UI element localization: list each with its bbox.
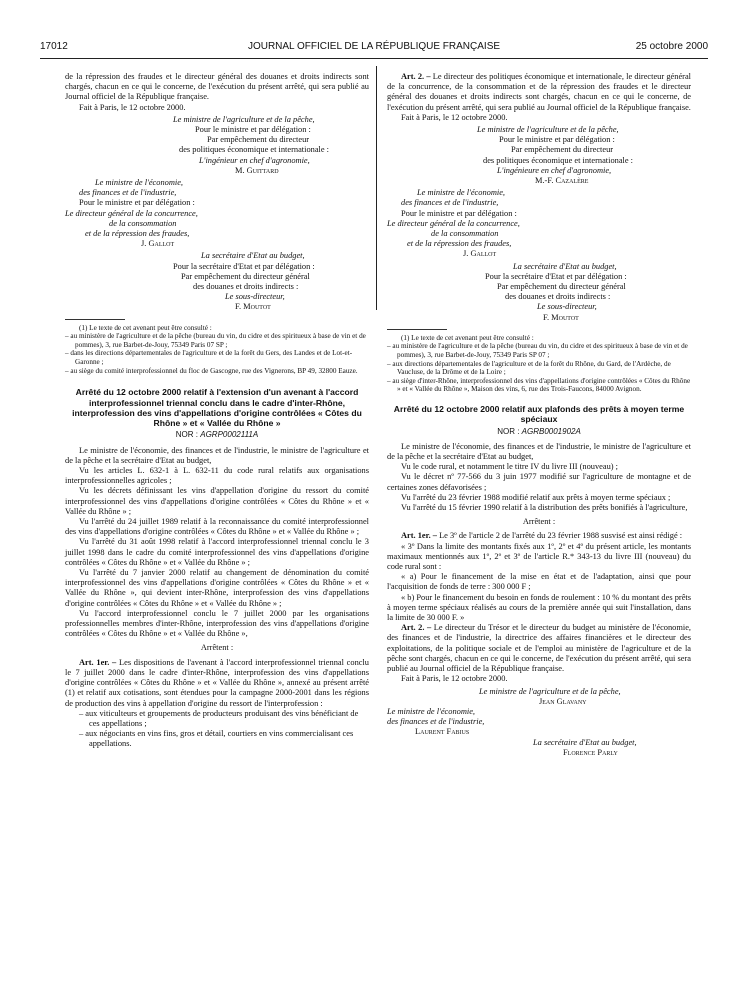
signature-block-economie <box>387 188 691 259</box>
sig-line: des douanes et droits indirects : <box>505 292 611 302</box>
footnote-rule <box>387 329 447 330</box>
quoted-item-a: « a) Pour le financement de la mise en état et de l'adaptation, ainsi que pour l'acquisition de fonds de terre : 300 000 F ; <box>387 572 691 592</box>
sig-line: de la consommation <box>431 229 499 239</box>
sig-line: Par empêchement du directeur <box>207 135 310 145</box>
signature-block-economie <box>65 178 369 249</box>
footnotes <box>387 334 691 394</box>
sig-line: La secrétaire d'Etat au budget, <box>201 251 305 261</box>
article-text: Le directeur du Trésor et le directeur du budget au ministère de l'économie, des finances et de l'industrie, la directrice des affaires financières et le directeur des exploitations, de la politique sociale et de l'emploi au ministère de l'agriculture et de la pêche sont chargés, chacun en ce qui le concerne, de l'exécution du présent arrêté, qui sera publié au Journal officiel de la République française. <box>387 623 691 674</box>
body-paragraph: Vu l'arrêté du 31 août 1998 relatif à l'accord interprofessionnel triennal conclu le 3 juillet 1998 dans le cadre du comité interprofessionnel des vins d'appellations d'origine contrôlées « Côtes du Rhône » et « Vallée du Rhône » ; <box>65 537 369 567</box>
quoted-item-b: « b) Pour le financement du besoin en fonds de roulement : 10 % du montant des prêts à moyen terme spéciaux réalisés au cours de la première année qui suit l'installation, dans la limite de 30 000 F. » <box>387 592 691 623</box>
article-2b <box>387 623 691 674</box>
right-column <box>387 72 691 760</box>
sig-line: et de la répression des fraudes, <box>85 229 190 239</box>
final-signatures <box>387 687 691 758</box>
sig-line: Pour le ministre et par délégation : <box>499 135 615 145</box>
arretent: Arrêtent : <box>522 517 556 527</box>
nor-reference <box>65 430 369 440</box>
body-paragraph: Vu l'arrêté du 15 février 1990 relatif à la distribution des prêts bonifiés à l'agriculture, <box>401 503 688 513</box>
article-label: Art. 1er. – <box>79 657 117 667</box>
sig-line: des finances et de l'industrie, <box>401 198 499 208</box>
sig-line: La secrétaire d'Etat au budget, <box>513 261 617 271</box>
footnote-line: (1) Le texte de cet avenant peut être consulté : <box>401 333 534 342</box>
footnote-line: – au siège du comité interprofessionnel du floc de Gascogne, rue des Vignerons, BP 49, 32800 Eauze. <box>65 366 358 375</box>
column-separator <box>376 66 377 310</box>
sig-line: des politiques économique et internationale : <box>179 145 330 155</box>
decree-title: Arrêté du 12 octobre 2000 relatif à l'extension d'un avenant à l'accord interprofessionnel triennal conclu dans le cadre d'inter-Rhône, interprofession des vins d'appellations d'origine contrôlées « Côtes du Rhône » et « Vallée du Rhône » <box>72 387 362 429</box>
nor-code: AGRB0001902A <box>521 426 581 436</box>
article-1 <box>65 658 369 709</box>
sig-line: Pour le ministre et par délégation : <box>79 198 195 208</box>
footnote-line: – au ministère de l'agriculture et de la pêche (bureau du vin, du cidre et des spiritueux à base de vin et de pommes), 3, rue Barbet-de-Jouy, 75349 Paris SP 07 ; <box>387 342 688 360</box>
sig-name: F. Moutot <box>235 302 271 312</box>
signature-block-agriculture <box>387 125 691 186</box>
sig-name: M. Guittard <box>235 165 279 175</box>
sig-name: Laurent Fabius <box>415 727 470 737</box>
sig-line: Pour le ministre et par délégation : <box>195 125 311 135</box>
list-item: – aux viticulteurs et groupements de producteurs produisant des vins bénéficiant de ces appellations ; <box>79 708 359 728</box>
sig-line: Pour la secrétaire d'Etat et par délégation : <box>173 261 315 271</box>
footnote-line: (1) Le texte de cet avenant peut être consulté : <box>79 323 212 332</box>
body-paragraph: Vu le décret nº 77-566 du 3 juin 1977 modifié sur l'agriculture de montagne et de certaines zones défavorisées ; <box>387 472 691 492</box>
sig-line: Pour le ministre et par délégation : <box>401 208 517 218</box>
signature-block-budget <box>65 251 369 312</box>
quoted-paragraph: « 3º Dans la limite des montants fixés aux 1º, 2º et 4º du présent article, les montants maximaux mentionnés aux 1º, 2º et 3º de l'article R.* 343-13 du livre III (nouveau) du code rural sont : <box>387 541 691 572</box>
footnotes <box>65 324 369 376</box>
nor-label: NOR : <box>175 430 199 440</box>
sig-line: Par empêchement du directeur général <box>497 282 626 292</box>
sig-line: L'ingénieure en chef d'agronomie, <box>497 165 612 175</box>
sig-line: Le ministre de l'économie, <box>95 178 184 188</box>
body-paragraph: Le ministre de l'économie, des finances et de l'industrie, le ministre de l'agriculture et de la pêche et la secrétaire d'Etat au budget, <box>65 445 369 465</box>
body-paragraph: Le ministre de l'économie, des finances et de l'industrie, le ministre de l'agriculture et de la pêche et la secrétaire d'Etat au budget, <box>387 441 691 462</box>
body-paragraph: Vu les décrets définissant les vins d'appellation d'origine du ressort du comité interprofessionnel des vins d'appellations d'origine contrôlées « Côtes du Rhône » et « Vallée du Rhône » ; <box>65 486 369 516</box>
intro-paragraph: de la répression des fraudes et le directeur général des douanes et droits indirects sont chargés, chacun en ce qui le concerne, de l'exécution du présent arrêté, qui sera publié au Journal officiel de la République française. <box>65 72 369 102</box>
body-paragraph: Vu l'arrêté du 23 février 1988 modifié relatif aux prêts à moyen terme spéciaux ; <box>401 492 671 502</box>
sig-line: Le ministre de l'agriculture et de la pêche, <box>477 125 619 135</box>
arretent: Arrêtent : <box>200 643 234 653</box>
article-text: Le directeur des politiques économique et internationale, le directeur général de la concurrence, de la consommation et de la répression des fraudes et le directeur général des douanes et droits indirects sont chargés, chacun en ce qui le concerne, de l'exécution du présent arrêté, qui sera publié au Journal officiel de la République française. <box>387 72 691 112</box>
nor-reference <box>387 427 691 437</box>
sig-name: F. Moutot <box>543 312 579 322</box>
sig-line: Le ministre de l'économie, <box>387 706 476 716</box>
sig-line: Par empêchement du directeur <box>511 145 614 155</box>
list-item: – aux négociants en vins fins, gros et détail, courtiers en vins commercialisant ces appellations. <box>79 729 354 749</box>
sig-name: J. Gallot <box>141 239 175 249</box>
sig-line: La secrétaire d'Etat au budget, <box>533 737 637 747</box>
sig-name: Florence Parly <box>563 747 618 757</box>
sig-line: des douanes et droits indirects : <box>193 282 299 292</box>
page-number: 17012 <box>40 41 68 52</box>
article-label: Art. 2. – <box>401 72 431 81</box>
sig-line: des politiques économique et internationale : <box>483 155 634 165</box>
done-at: Fait à Paris, le 12 octobre 2000. <box>401 674 508 684</box>
done-at: Fait à Paris, le 12 octobre 2000. <box>79 102 186 112</box>
sig-line: Le ministre de l'économie, <box>417 188 506 198</box>
sig-line: Le directeur général de la concurrence, <box>65 208 198 218</box>
nor-label: NOR : <box>497 426 520 436</box>
issue-date: 25 octobre 2000 <box>635 41 708 52</box>
footnote-line: – au siège d'inter-Rhône, interprofessionnel des vins d'appellations d'origine contrôlées « Côtes du Rhône » et « Vallée du Rhône », Maison des vins, 6, rue des Trois-Faucons, 84000 Avignon. <box>387 376 691 394</box>
body-paragraph: Vu l'arrêté du 7 janvier 2000 relatif au changement de dénomination du comité interprofessionnel des vins d'appellations d'origine contrôlées « Côtes du Rhône » et « Vallée du Rhône », qui devient inter-Rhône, interprofession des vins d'appellations d'origine contrôlées « Côtes du Rhône » et « Vallée du Rhône » ; <box>65 568 369 608</box>
journal-title: JOURNAL OFFICIEL DE LA RÉPUBLIQUE FRANÇAISE <box>247 41 501 52</box>
article-text: Le 3º de l'article 2 de l'arrêté du 23 février 1988 susvisé est ainsi rédigé : <box>439 531 683 541</box>
signature-block-budget <box>387 262 691 323</box>
article-text: Les dispositions de l'avenant à l'accord interprofessionnel triennal conclu le 7 juillet 2000 dans le cadre d'inter-Rhône, interprofession des vins d'appellations d'origine contrôlées « Côtes du Rhône » et « Vallée du Rhône », annexé au présent arrêté (1) et relatif aux cotisations, sont étendues pour la campagne 2000-2001 dans les régions de production des vins à appellation d'origine du ressort de l'interprofession : <box>65 657 369 708</box>
sig-line: Par empêchement du directeur général <box>181 271 310 281</box>
sig-name: M.-F. Cazalère <box>535 176 589 186</box>
header-rule <box>40 58 708 59</box>
sig-name: J. Gallot <box>463 249 497 259</box>
left-column <box>65 72 369 750</box>
body-paragraph: Vu le code rural, et notamment le titre IV du livre III (nouveau) ; <box>401 462 619 472</box>
footnote-line: – au ministère de l'agriculture et de la pêche (bureau du vin, du cidre et des spiritueux à base de vin et de pommes), 3, rue Barbet-de-Jouy, 75349 Paris 07 SP ; <box>65 332 366 349</box>
sig-name: Jean Glavany <box>539 696 587 706</box>
sig-line: des finances et de l'industrie, <box>79 188 177 198</box>
done-at: Fait à Paris, le 12 octobre 2000. <box>401 112 508 122</box>
article-1 <box>387 531 691 541</box>
body-paragraph: Vu les articles L. 632-1 à L. 632-11 du code rural relatifs aux organisations interprofessionnelles agricoles ; <box>65 466 369 486</box>
sig-line: L'ingénieur en chef d'agronomie, <box>199 155 310 165</box>
body-paragraph: Vu l'accord interprofessionnel conclu le 7 juillet 2000 par les organisations professionnelles membres d'inter-Rhône, interprofession des vins d'appellations d'origine contrôlées « Côtes du Rhône » et « Vallée du Rhône », <box>65 608 369 639</box>
sig-line: Pour la secrétaire d'Etat et par délégation : <box>485 271 627 281</box>
sig-line: Le directeur général de la concurrence, <box>387 218 520 228</box>
article-label: Art. 1er. – <box>401 531 437 541</box>
nor-code: AGRP0002111A <box>200 430 259 440</box>
body-paragraph: Vu l'arrêté du 24 juillet 1989 relatif à la reconnaissance du comité interprofessionnel des vins d'appellations d'origine contrôlées « Côtes du Rhône » et « Vallée du Rhône » ; <box>65 517 369 537</box>
sig-line: de la consommation <box>109 218 177 228</box>
sig-line: et de la répression des fraudes, <box>407 239 512 249</box>
decree-title: Arrêté du 12 octobre 2000 relatif aux plafonds des prêts à moyen terme spéciaux <box>393 404 685 425</box>
footnote-line: – aux directions départementales de l'agriculture et de la forêt du Rhône, du Gard, de l'Ardèche, de Vaucluse, de la Drôme et de la Loire ; <box>387 359 671 377</box>
footnote-line: – dans les directions départementales de l'agriculture et de la forêt du Gers, des Landes et de Lot-et-Garonne ; <box>65 349 353 367</box>
article-2 <box>387 72 691 113</box>
sig-line: Le sous-directeur, <box>225 292 285 302</box>
page-header <box>40 41 708 55</box>
article-label: Art. 2. – <box>401 623 432 633</box>
sig-line: des finances et de l'industrie, <box>387 717 485 727</box>
footnote-rule <box>65 319 125 320</box>
sig-line: Le ministre de l'agriculture et de la pêche, <box>173 114 315 124</box>
sig-line: Le sous-directeur, <box>537 302 597 312</box>
sig-line: Le ministre de l'agriculture et de la pêche, <box>479 686 621 696</box>
signature-block-agriculture <box>65 115 369 176</box>
